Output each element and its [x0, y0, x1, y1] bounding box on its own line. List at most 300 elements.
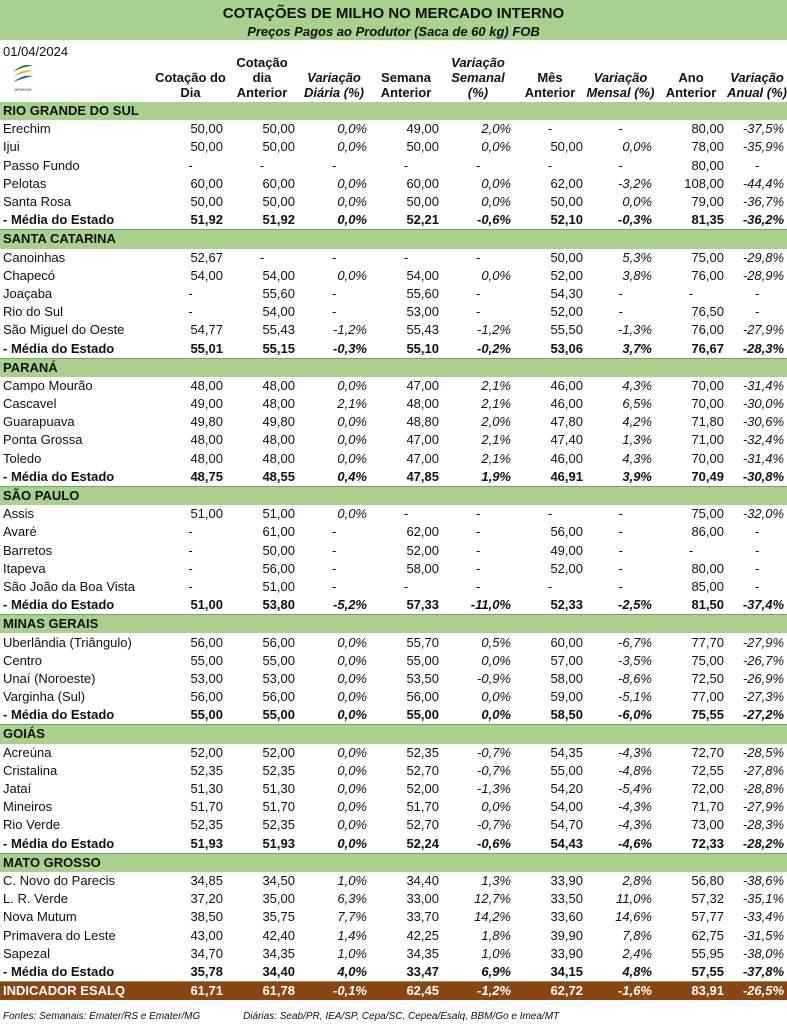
table-cell: 47,00: [406, 432, 439, 448]
table-cell: -6,0%: [586, 706, 655, 725]
section-header-row: [0, 615, 787, 634]
table-cell: 57,77: [691, 909, 724, 925]
table-cell: 72,33: [655, 835, 727, 854]
row-label: Varginha (Sul): [3, 689, 86, 705]
section-header-row: [0, 358, 787, 377]
table-cell: 54,00: [406, 267, 439, 283]
table-cell: -30,0%: [742, 396, 785, 412]
table-cell: -27,9%: [742, 322, 785, 338]
table-cell: 6,9%: [442, 963, 514, 982]
table-cell: 14,6%: [615, 909, 652, 925]
table-cell: -5,2%: [298, 596, 370, 615]
table-cell: -28,9%: [742, 267, 785, 283]
row-label: Uberlândia (Triângulo): [3, 634, 132, 650]
table-cell: 62,75: [691, 927, 724, 943]
table-cell: -31,4%: [742, 450, 785, 466]
table-cell: 62,45: [370, 982, 442, 1001]
column-header: Mês Anterior: [524, 70, 576, 100]
table-cell: 0,0%: [622, 139, 652, 155]
table-cell: 0,0%: [481, 194, 511, 210]
table-cell: 0,0%: [481, 799, 511, 815]
row-label: Santa Rosa: [3, 194, 71, 210]
table-cell: -32,4%: [742, 432, 785, 448]
table-cell: 71,00: [691, 432, 724, 448]
table-cell: 34,15: [514, 963, 586, 982]
table-row: [0, 872, 787, 890]
table-cell: 54,70: [550, 817, 583, 833]
table-cell: 72,55: [691, 762, 724, 778]
table-cell: 76,00: [691, 267, 724, 283]
table-cell: 0,0%: [337, 781, 367, 797]
table-cell: -37,4%: [727, 596, 787, 615]
table-cell: 1,0%: [481, 945, 511, 961]
table-cell: 11,0%: [616, 891, 652, 907]
table-cell: -: [331, 524, 337, 540]
table-row: [0, 395, 787, 413]
table-cell: 76,67: [655, 339, 727, 358]
table-cell: 71,80: [691, 414, 724, 430]
table-cell: 3,8%: [622, 267, 652, 283]
row-label: Pelotas: [3, 175, 47, 191]
table-cell: 12,7%: [474, 891, 511, 907]
table-cell: -26,5%: [727, 982, 787, 1001]
table-cell: 0,0%: [337, 414, 367, 430]
table-cell: 75,00: [691, 652, 724, 668]
table-cell: -5,4%: [618, 781, 652, 797]
row-label: Campo Mourão: [3, 377, 93, 393]
table-cell: 0,0%: [481, 139, 511, 155]
table-cell: 52,00: [262, 744, 295, 760]
table-row: [0, 926, 787, 944]
table-cell: -30,6%: [742, 414, 785, 430]
row-label: - Média do Estado: [0, 835, 155, 854]
table-cell: -11,0%: [442, 596, 514, 615]
table-cell: 0,0%: [337, 506, 367, 522]
table-cell: 52,35: [190, 817, 223, 833]
table-cell: -: [618, 304, 623, 320]
table-cell: 53,50: [406, 670, 439, 686]
table-cell: -36,2%: [727, 211, 787, 230]
table-cell: 37,20: [190, 891, 223, 907]
table-cell: 54,00: [262, 304, 295, 320]
table-cell: 48,00: [190, 450, 223, 466]
table-cell: -: [331, 285, 337, 301]
table-cell: 55,00: [155, 706, 226, 725]
table-cell: 108,00: [684, 175, 724, 191]
table-cell: 48,00: [190, 432, 223, 448]
table-row: [0, 157, 787, 175]
table-cell: -28,2%: [727, 835, 787, 854]
table-cell: 54,00: [262, 267, 295, 283]
table-row: [0, 652, 787, 670]
column-header: Ano Anterior: [665, 70, 717, 100]
table-cell: 50,00: [406, 139, 439, 155]
table-cell: 53,00: [262, 670, 295, 686]
table-cell: 57,33: [370, 596, 442, 615]
table-cell: 52,67: [190, 249, 223, 265]
row-label: Rio do Sul: [3, 304, 63, 320]
table-cell: 55,95: [691, 945, 724, 961]
table-cell: -32,0%: [742, 506, 785, 522]
footer-weekly-sources: Fontes: Semanais: Emater/RS e Emater/MG: [3, 1011, 201, 1022]
table-row: [0, 688, 787, 706]
section-title: SANTA CATARINA: [0, 230, 787, 249]
table-cell: -: [331, 304, 337, 320]
section-title: GOIÁS: [0, 725, 787, 744]
table-cell: 48,00: [262, 396, 295, 412]
table-cell: 52,35: [262, 762, 295, 778]
table-cell: 55,00: [226, 706, 298, 725]
row-label: São Miguel do Oeste: [3, 322, 125, 338]
table-cell: 0,0%: [481, 652, 511, 668]
table-row: [0, 560, 787, 578]
table-cell: 51,00: [262, 578, 295, 594]
table-cell: 54,35: [550, 744, 583, 760]
table-row: [0, 762, 787, 780]
table-cell: 33,00: [406, 891, 439, 907]
table-cell: -0,7%: [477, 744, 511, 760]
table-cell: 50,00: [262, 121, 295, 137]
table-cell: 34,85: [190, 872, 223, 888]
table-cell: -: [475, 157, 481, 173]
table-cell: 54,20: [550, 781, 583, 797]
table-cell: 60,00: [550, 634, 583, 650]
table-cell: 56,00: [190, 689, 223, 705]
table-row: [0, 780, 787, 798]
row-label: Guarapuava: [3, 414, 75, 430]
table-cell: 47,00: [406, 377, 439, 393]
table-row: [0, 798, 787, 816]
table-cell: 34,40: [226, 963, 298, 982]
row-label: Acreúna: [3, 744, 52, 760]
table-cell: -0,1%: [298, 982, 370, 1001]
table-cell: 55,43: [262, 322, 295, 338]
table-cell: 85,00: [691, 578, 724, 594]
table-cell: 54,00: [190, 267, 223, 283]
table-cell: 2,1%: [337, 396, 367, 412]
state-average-row: [0, 596, 787, 615]
row-label: - Média do Estado: [0, 468, 155, 487]
table-cell: 51,00: [262, 506, 295, 522]
table-cell: 55,00: [370, 706, 442, 725]
table-cell: 55,60: [406, 285, 439, 301]
table-row: [0, 816, 787, 834]
table-cell: 59,00: [550, 689, 583, 705]
table-cell: 56,00: [262, 634, 295, 650]
table-cell: -: [331, 560, 337, 576]
section-title: MATO GROSSO: [0, 853, 787, 872]
table-cell: 55,00: [550, 762, 583, 778]
table-cell: 46,00: [550, 396, 583, 412]
table-cell: 51,70: [406, 799, 439, 815]
table-row: [0, 193, 787, 211]
row-label: Barretos: [3, 542, 53, 558]
table-cell: 80,00: [691, 121, 724, 137]
table-row: [0, 138, 787, 156]
section-title: SÃO PAULO: [0, 486, 787, 505]
table-cell: 54,00: [550, 799, 583, 815]
table-cell: -: [475, 542, 481, 558]
table-cell: 33,50: [550, 891, 583, 907]
row-label: Passo Fundo: [3, 157, 80, 173]
table-cell: 2,1%: [481, 432, 511, 448]
table-cell: -: [754, 578, 760, 594]
table-cell: 52,00: [550, 304, 583, 320]
table-cell: 71,70: [691, 799, 724, 815]
table-cell: 50,00: [550, 139, 583, 155]
table-cell: 0,0%: [337, 634, 367, 650]
table-cell: 53,80: [226, 596, 298, 615]
table-row: [0, 542, 787, 560]
section-header-row: [0, 486, 787, 505]
table-cell: 50,00: [190, 121, 223, 137]
table-cell: 52,21: [370, 211, 442, 230]
table-row: [0, 249, 787, 267]
table-cell: -: [618, 157, 623, 173]
row-label: - Média do Estado: [0, 211, 155, 230]
table-cell: 5,3%: [622, 249, 652, 265]
table-cell: -: [547, 157, 553, 173]
table-cell: 39,90: [550, 927, 583, 943]
table-cell: 46,00: [550, 450, 583, 466]
table-cell: -: [188, 542, 193, 558]
table-cell: 55,01: [155, 339, 226, 358]
column-header: Variação Diária (%): [304, 70, 364, 100]
table-cell: -: [188, 285, 193, 301]
table-cell: -: [475, 249, 481, 265]
table-cell: 77,70: [691, 634, 724, 650]
table-cell: 0,0%: [337, 377, 367, 393]
table-cell: 55,50: [550, 322, 583, 338]
row-label: Cascavel: [3, 396, 57, 412]
section-header-row: [0, 230, 787, 249]
table-cell: -: [188, 560, 193, 576]
table-cell: -: [403, 578, 409, 594]
table-cell: 2,0%: [481, 414, 511, 430]
section-title: PARANÁ: [0, 358, 787, 377]
table-cell: 60,00: [262, 175, 295, 191]
row-label: - Média do Estado: [0, 596, 155, 615]
row-label: Rio Verde: [3, 817, 61, 833]
table-cell: -4,6%: [586, 835, 655, 854]
table-cell: -37,8%: [727, 963, 787, 982]
row-label: Sapezal: [3, 945, 50, 961]
table-cell: 70,49: [655, 468, 727, 487]
row-label: Canoinhas: [3, 249, 66, 265]
row-label: Erechim: [3, 121, 51, 137]
table-cell: 0,0%: [337, 744, 367, 760]
column-header: Semana Anterior: [380, 70, 432, 100]
table-cell: -0,6%: [442, 835, 514, 854]
table-cell: 48,00: [262, 450, 295, 466]
table-cell: 52,70: [406, 762, 439, 778]
table-cell: 47,85: [370, 468, 442, 487]
table-cell: -4,8%: [618, 762, 652, 778]
row-label: C. Novo do Parecis: [3, 872, 115, 888]
table-cell: 49,80: [262, 414, 295, 430]
table-cell: 56,00: [406, 689, 439, 705]
row-label: Avaré: [3, 524, 37, 540]
table-cell: 52,33: [514, 596, 586, 615]
table-cell: 1,9%: [442, 468, 514, 487]
table-cell: 52,00: [550, 267, 583, 283]
table-cell: -0,7%: [477, 762, 511, 778]
table-row: [0, 450, 787, 468]
table-cell: 52,70: [406, 817, 439, 833]
table-cell: -44,4%: [742, 175, 785, 191]
table-cell: -4,3%: [618, 817, 652, 833]
table-cell: 60,00: [406, 175, 439, 191]
svg-text:AFNEWS: AFNEWS: [14, 87, 32, 92]
table-cell: -: [475, 524, 481, 540]
table-cell: -: [475, 285, 481, 301]
row-label: Mineiros: [3, 799, 53, 815]
table-cell: -: [403, 506, 409, 522]
section-header-row: [0, 853, 787, 872]
table-row: [0, 523, 787, 541]
table-cell: 52,10: [514, 211, 586, 230]
table-cell: -35,1%: [742, 891, 785, 907]
table-cell: 75,00: [691, 249, 724, 265]
table-row: [0, 303, 787, 321]
table-cell: 48,75: [155, 468, 226, 487]
table-cell: 34,70: [190, 945, 223, 961]
table-cell: 0,0%: [337, 817, 367, 833]
table-cell: 46,00: [550, 377, 583, 393]
state-average-row: [0, 963, 787, 982]
table-cell: -30,8%: [727, 468, 787, 487]
table-cell: -: [754, 560, 760, 576]
table-cell: 76,00: [691, 322, 724, 338]
table-cell: 58,00: [406, 560, 439, 576]
table-cell: 42,40: [262, 927, 295, 943]
table-cell: 81,35: [655, 211, 727, 230]
table-cell: -: [188, 157, 193, 173]
table-cell: 81,50: [655, 596, 727, 615]
table-cell: 0,0%: [337, 652, 367, 668]
table-cell: 4,2%: [622, 414, 652, 430]
row-label: São João da Boa Vista: [3, 578, 136, 594]
table-cell: 0,0%: [298, 835, 370, 854]
row-label: - Média do Estado: [0, 963, 155, 982]
table-cell: 4,8%: [586, 963, 655, 982]
table-cell: 0,0%: [337, 175, 367, 191]
table-cell: 6,5%: [622, 396, 652, 412]
row-label: Cristalina: [3, 762, 58, 778]
table-row: [0, 175, 787, 193]
table-cell: -1,3%: [618, 322, 652, 338]
table-cell: 53,00: [406, 304, 439, 320]
table-cell: 53,00: [190, 670, 223, 686]
table-cell: 4,3%: [622, 450, 652, 466]
section-title: RIO GRANDE DO SUL: [0, 102, 787, 120]
table-cell: -0,3%: [586, 211, 655, 230]
table-cell: -: [754, 524, 760, 540]
table-cell: 50,00: [262, 542, 295, 558]
table-cell: -26,7%: [742, 652, 785, 668]
table-cell: 51,92: [155, 211, 226, 230]
table-cell: -1,2%: [442, 982, 514, 1001]
table-cell: -31,4%: [742, 377, 785, 393]
table-cell: 7,8%: [622, 927, 652, 943]
table-row: [0, 505, 787, 523]
table-cell: -0,6%: [442, 211, 514, 230]
table-row: [0, 120, 787, 138]
table-cell: 53,06: [514, 339, 586, 358]
table-cell: 0,0%: [337, 194, 367, 210]
table-cell: -: [188, 304, 193, 320]
table-cell: 50,00: [550, 249, 583, 265]
table-cell: 55,00: [262, 652, 295, 668]
table-cell: 55,00: [406, 652, 439, 668]
table-cell: -: [547, 578, 553, 594]
table-cell: 50,00: [262, 194, 295, 210]
row-label: INDICADOR ESALQ: [0, 982, 155, 1001]
table-cell: 52,00: [550, 560, 583, 576]
table-row: [0, 908, 787, 926]
section-title: MINAS GERAIS: [0, 615, 787, 634]
table-cell: -27,9%: [742, 799, 785, 815]
table-cell: -38,0%: [742, 945, 785, 961]
row-label: Chapecó: [3, 267, 56, 283]
table-cell: 48,00: [406, 396, 439, 412]
table-cell: 50,00: [262, 139, 295, 155]
table-cell: -28,5%: [742, 744, 785, 760]
table-row: [0, 285, 787, 303]
table-cell: -33,4%: [742, 909, 785, 925]
table-cell: -0,7%: [477, 817, 511, 833]
table-row: [0, 890, 787, 908]
table-cell: -1,3%: [477, 781, 511, 797]
table-cell: 2,1%: [481, 396, 511, 412]
table-cell: -5,1%: [618, 689, 652, 705]
table-cell: 35,75: [262, 909, 295, 925]
table-cell: 3,9%: [586, 468, 655, 487]
table-cell: -1,6%: [586, 982, 655, 1001]
table-cell: 34,35: [262, 945, 295, 961]
table-cell: 52,24: [370, 835, 442, 854]
table-cell: 0,0%: [298, 211, 370, 230]
section-header-row: [0, 725, 787, 744]
table-cell: -35,9%: [742, 139, 785, 155]
table-cell: -36,7%: [742, 194, 785, 210]
table-cell: 51,93: [226, 835, 298, 854]
table-cell: 33,90: [550, 945, 583, 961]
table-cell: 58,00: [550, 670, 583, 686]
table-cell: 38,50: [190, 909, 223, 925]
row-label: Itapeva: [3, 560, 46, 576]
table-cell: 34,40: [406, 872, 439, 888]
row-label: Ijui: [3, 139, 20, 155]
table-cell: 47,40: [550, 432, 583, 448]
table-cell: 62,00: [550, 175, 583, 191]
table-row: [0, 431, 787, 449]
table-cell: -: [618, 560, 623, 576]
afnews-logo-icon: [10, 62, 36, 94]
table-cell: 49,00: [550, 542, 583, 558]
row-label: Unaí (Noroeste): [3, 670, 96, 686]
column-header: Variação Anual (%): [727, 70, 787, 100]
table-cell: 80,00: [691, 157, 724, 173]
table-cell: 72,50: [691, 670, 724, 686]
table-cell: -: [331, 578, 337, 594]
table-cell: 6,3%: [337, 891, 367, 907]
table-cell: 48,00: [262, 377, 295, 393]
table-cell: 42,25: [406, 927, 439, 943]
table-cell: -: [331, 249, 337, 265]
table-cell: 75,00: [691, 506, 724, 522]
column-header: Cotação do Dia: [155, 70, 226, 100]
